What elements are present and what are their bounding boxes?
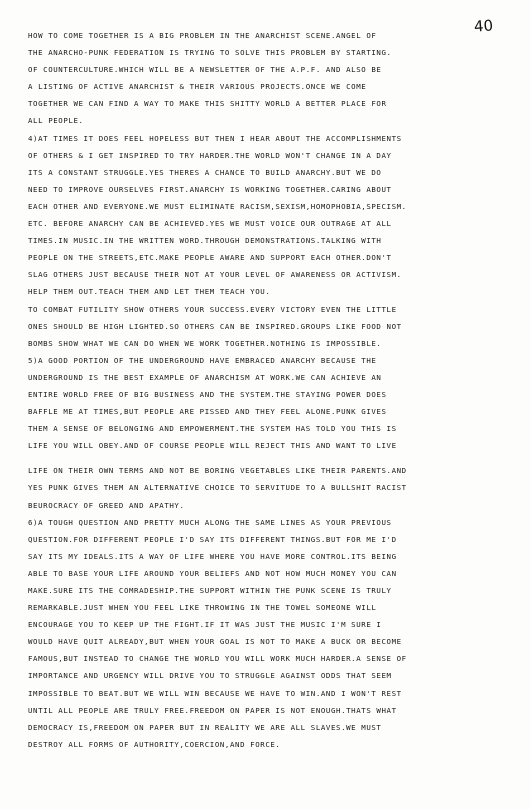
interview-answers-text: [28, 27, 512, 753]
text-line: TOGETHER WE CAN FIND A WAY TO MAKE THIS SHITTY WORLD A BETTER PLACE FOR: [28, 99, 387, 109]
text-line: NEED TO IMPROVE OURSELVES FIRST.ANARCHY IS WORKING TOGETHER.CARING ABOUT: [28, 184, 392, 194]
text-line: MAKE.SURE ITS THE COMRADESHIP.THE SUPPORT WITHIN THE PUNK SCENE IS TRULY: [28, 586, 392, 595]
text-line: IMPOSSIBLE TO BEAT.BUT WE WILL WIN BECAUSE WE HAVE TO WIN.AND I WON'T REST: [28, 688, 402, 698]
text-block-part1: [28, 27, 512, 454]
text-line: DEMOCRACY IS,FREEDOM ON PAPER BUT IN REALITY WE ARE ALL SLAVES.WE MUST: [28, 722, 382, 732]
text-line: BAFFLE ME AT TIMES,BUT PEOPLE ARE PISSED AND THEY FEEL ALONE.PUNK GIVES: [28, 407, 387, 417]
text-line: ENCOURAGE YOU TO KEEP UP THE FIGHT.IF IT WAS JUST THE MUSIC I'M SURE I: [28, 620, 382, 630]
text-line: 6)A TOUGH QUESTION AND PRETTY MUCH ALONG THE SAME LINES AS YOUR PREVIOUS: [28, 517, 392, 527]
text-line: ETC. BEFORE ANARCHY CAN BE ACHIEVED.YES WE MUST VOICE OUR OUTRAGE AT ALL: [28, 219, 392, 229]
text-line: ALL PEOPLE.: [28, 116, 84, 126]
text-line: YES PUNK GIVES THEM AN ALTERNATIVE CHOICE TO SERVITUDE TO A BULLSHIT RACIST: [28, 483, 407, 493]
text-line: FAMOUS,BUT INSTEAD TO CHANGE THE WORLD YOU WILL WORK MUCH HARDER.A SENSE OF: [28, 654, 407, 664]
text-line: PEOPLE ON THE STREETS,ETC.MAKE PEOPLE AWARE AND SUPPORT EACH OTHER.DON'T: [28, 253, 392, 263]
text-line: OF OTHERS & I GET INSPIRED TO TRY HARDER.THE WORLD WON'T CHANGE IN A DAY: [28, 150, 392, 160]
text-line: EACH OTHER AND EVERYONE.WE MUST ELIMINATE RACISM,SEXISM,HOMOPHOBIA,SPECISM.: [28, 201, 407, 211]
text-line: HELP THEM OUT.TEACH THEM AND LET THEM TEACH YOU.: [28, 287, 271, 297]
text-line: ABLE TO BASE YOUR LIFE AROUND YOUR BELIEFS AND NOT HOW MUCH MONEY YOU CAN: [28, 568, 397, 578]
text-line: ONES SHOULD BE HIGH LIGHTED.SO OTHERS CAN BE INSPIRED.GROUPS LIKE FOOD NOT: [28, 321, 402, 331]
text-line: ITS A CONSTANT STRUGGLE.YES THERES A CHANCE TO BUILD ANARCHY.BUT WE DO: [28, 167, 382, 177]
text-line: HOW TO COME TOGETHER IS A BIG PROBLEM IN THE ANARCHIST SCENE.ANGEL OF: [28, 31, 377, 40]
text-line: A LISTING OF ACTIVE ANARCHIST & THEIR VARIOUS PROJECTS.ONCE WE COME: [28, 82, 367, 92]
text-line: OF COUNTERCULTURE.WHICH WILL BE A NEWSLETTER OF THE A.P.F. AND ALSO BE: [28, 65, 382, 75]
text-line: LIFE YOU WILL OBEY.AND OF COURSE PEOPLE WILL REJECT THIS AND WANT TO LIVE: [28, 441, 397, 451]
text-line: TIMES.IN MUSIC.IN THE WRITTEN WORD.THROUGH DEMONSTRATIONS.TALKING WITH: [28, 236, 382, 246]
text-line: UNDERGROUND IS THE BEST EXAMPLE OF ANARCHISM AT WORK.WE CAN ACHIEVE AN: [28, 372, 382, 382]
text-line: LIFE ON THEIR OWN TERMS AND NOT BE BORING VEGETABLES LIKE THEIR PARENTS.AND: [28, 466, 407, 476]
text-line: BEUROCRACY OF GREED AND APATHY.: [28, 500, 185, 510]
text-line: THE ANARCHO-PUNK FEDERATION IS TRYING TO SOLVE THIS PROBLEM BY STARTING.: [28, 48, 392, 58]
paragraph-gap: [28, 454, 512, 462]
text-line: THEM A SENSE OF BELONGING AND EMPOWERMENT.THE SYSTEM HAS TOLD YOU THIS IS: [28, 424, 397, 434]
text-line: WOULD HAVE QUIT ALREADY,BUT WHEN YOUR GOAL IS NOT TO MAKE A BUCK OR BECOME: [28, 637, 402, 647]
text-line: 4)AT TIMES IT DOES FEEL HOPELESS BUT THEN I HEAR ABOUT THE ACCOMPLISHMENTS: [28, 133, 402, 143]
text-line: IMPORTANCE AND URGENCY WILL DRIVE YOU TO STRUGGLE AGAINST ODDS THAT SEEM: [28, 671, 392, 681]
text-line: QUESTION.FOR DIFFERENT PEOPLE I'D SAY ITS DIFFERENT THINGS.BUT FOR ME I'D: [28, 534, 397, 544]
text-line: 5)A GOOD PORTION OF THE UNDERGROUND HAVE EMBRACED ANARCHY BECAUSE THE: [28, 355, 377, 365]
text-line: UNTIL ALL PEOPLE ARE TRULY FREE.FREEDOM ON PAPER IS NOT ENOUGH.THATS WHAT: [28, 705, 397, 715]
text-block-part2: [28, 462, 512, 753]
text-line: TO COMBAT FUTILITY SHOW OTHERS YOUR SUCCESS.EVERY VICTORY EVEN THE LITTLE: [28, 304, 397, 314]
text-line: REMARKABLE.JUST WHEN YOU FEEL LIKE THROWING IN THE TOWEL SOMEONE WILL: [28, 603, 377, 613]
page-number: 40: [473, 16, 494, 36]
text-line: BOMBS SHOW WHAT WE CAN DO WHEN WE WORK TOGETHER.NOTHING IS IMPOSSIBLE.: [28, 338, 382, 348]
text-line: ENTIRE WORLD FREE OF BIG BUSINESS AND THE SYSTEM.THE STAYING POWER DOES: [28, 389, 387, 399]
text-line: DESTROY ALL FORMS OF AUTHORITY,COERCION,AND FORCE.: [28, 739, 281, 749]
text-line: SAY ITS MY IDEALS.ITS A WAY OF LIFE WHERE YOU HAVE MORE CONTROL.ITS BEING: [28, 551, 397, 561]
text-line: SLAG OTHERS JUST BECAUSE THEIR NOT AT YOUR LEVEL OF AWARENESS OR ACTIVISM.: [28, 270, 402, 280]
